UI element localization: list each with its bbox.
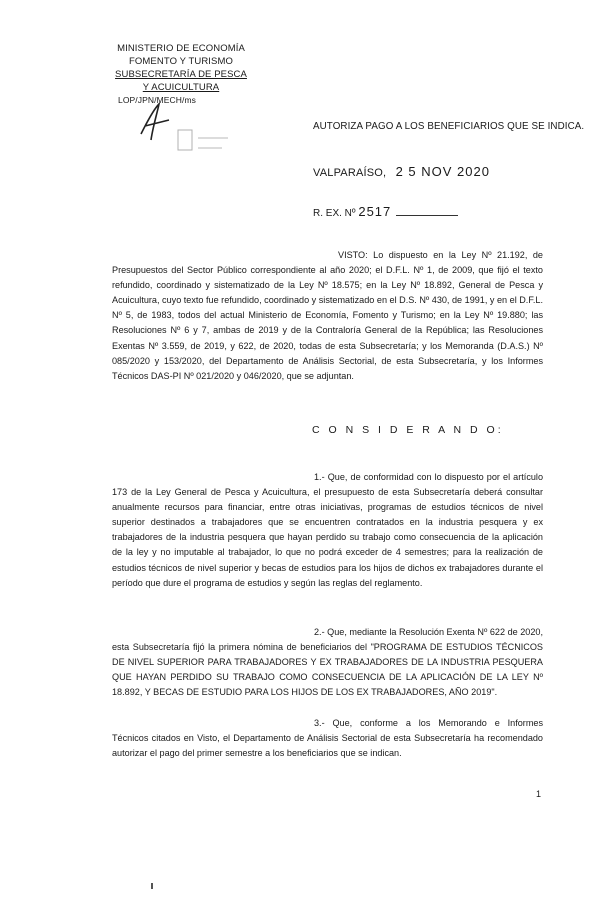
place: VALPARAÍSO, — [313, 167, 387, 179]
resolution-label: R. EX. Nº — [313, 208, 356, 219]
place-and-date — [313, 164, 490, 179]
header-ministry-2: FOMENTO Y TURISMO — [129, 56, 233, 67]
visto-paragraph — [112, 248, 543, 384]
faded-stamp — [150, 108, 270, 168]
resolution-value: 2517 — [358, 204, 392, 219]
header-ministry: MINISTERIO DE ECONOMÍA — [117, 43, 245, 54]
considerando-paragraph-3 — [112, 716, 543, 761]
resolution-number — [313, 204, 458, 219]
scan-mark — [151, 883, 153, 889]
considerando-heading: C O N S I D E R A N D O: — [312, 424, 504, 436]
considerando-paragraph-1 — [112, 470, 543, 591]
paragraph-1-text: 1.- Que, de conformidad con lo dispuesto por el artículo 173 de la Ley General de Pesca y Acuicultura, el presupuesto de esta Subsecretaría deberá consultar anualmente recursos para financiar, entre otras iniciativas, programas de estudios técnicos de nivel superior destinados a trabajadores que se encuentren contratados en la industria pesquera y ex trabajadores de la industria pesquera que hayan perdido su trabajo como consecuencia de la aplicación de la ley y no imputable al trabajador, lo que no podrá exceder de 4 semestres; para la realización de estudios técnicos de nivel superior y becas de estudios para los hijos de dichos ex trabajadores durante el período que dure el programa de estudios y según las reglas del reglamento. — [112, 472, 543, 588]
document-subject: AUTORIZA PAGO A LOS BENEFICIARIOS QUE SE INDICA. — [313, 121, 585, 132]
paragraph-2-text: 2.- Que, mediante la Resolución Exenta Nº 622 de 2020, esta Subsecretaría fijó la primera nómina de beneficiarios del "PROGRAMA DE ESTUDIOS TÉCNICOS DE NIVEL SUPERIOR PARA TRABAJADORES Y EX TRABAJADORES DE LA INDUSTRIA PESQUERA QUE HAYAN PERDIDO SU TRABAJO COMO CONSECUENCIA DE LA APLICACIÓN DE LA LEY Nº 18.892, Y BECAS DE ESTUDIO PARA LOS HIJOS DE LOS EX TRABAJADORES, AÑO 2019". — [112, 627, 543, 698]
page-number: 1 — [536, 789, 542, 799]
header-subsecretariat-2: Y ACUICULTURA — [142, 82, 220, 93]
header-reference: LOP/JPN/MECH/ms — [118, 95, 197, 105]
visto-text: VISTO: Lo dispuesto en la Ley Nº 21.192, de Presupuestos del Sector Público correspondiente al año 2020; el D.F.L. Nº 1, de 2009, que fijó el texto refundido, coordinado y sistematizado de la Ley Nº 18.575; en la Ley Nº 18.892, General de Pesca y Acuicultura, cuyo texto fue refundido, coordinado y sistematizado en el D.S. Nº 430, de 1991, y en el D.F.L. Nº 5, de 1983, todos del actual Ministerio de Economía, Fomento y Turismo; en la Ley Nº 19.880; las Resoluciones Nº 6 y 7, ambas de 2019 y de la Contraloría General de la República; las Resoluciones Exentas Nº 3.559, de 2019, y 622, de 2020, todas de esta Subsecretaría; y los Memoranda (D.A.S.) Nº 085/2020 y 153/2020, del Departamento de Análisis Sectorial, de esta Subsecretaría, y los Informes Técnicos DAS-PI Nº 021/2020 y 046/2020, que se adjuntan. — [112, 250, 543, 381]
considerando-paragraph-2 — [112, 625, 543, 700]
date: 2 5 NOV 2020 — [395, 164, 490, 179]
resolution-underline — [396, 215, 458, 216]
header-subsecretariat: SUBSECRETARÍA DE PESCA — [115, 69, 247, 80]
issuer-header — [96, 42, 266, 107]
paragraph-3-text: 3.- Que, conforme a los Memorando e Informes Técnicos citados en Visto, el Departamento de Análisis Sectorial de esta Subsecretaría ha recomendado autorizar el pago del primer semestre a los beneficiarios que se indican. — [112, 718, 543, 759]
